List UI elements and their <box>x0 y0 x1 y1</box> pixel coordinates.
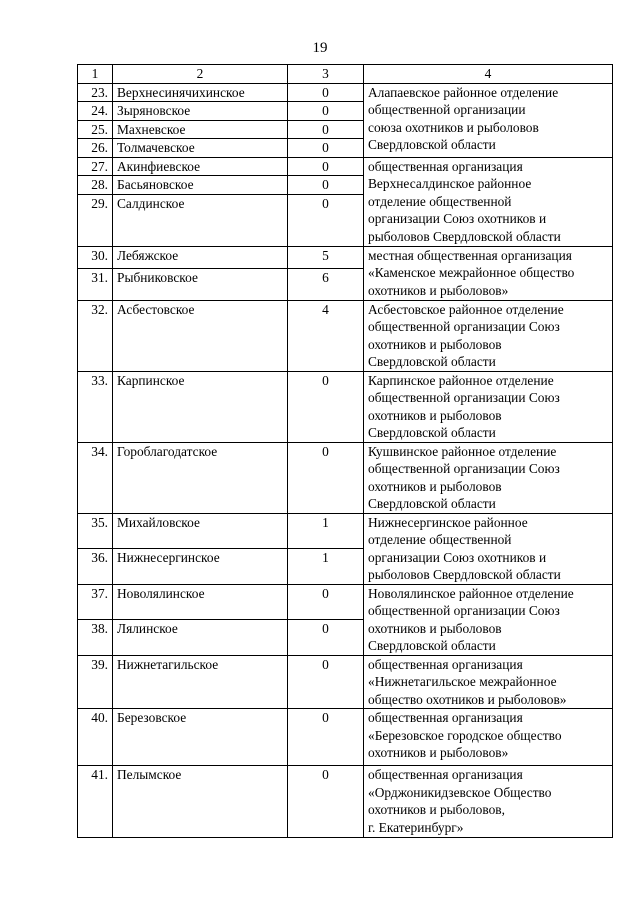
row-number: 38. <box>78 620 113 656</box>
organization-line: Алапаевское районное отделение <box>368 84 559 100</box>
organization-line: организации Союз охотников и <box>368 211 547 226</box>
organization-line: общественная организация <box>368 710 523 725</box>
organization-line: охотников и рыболовов <box>368 407 502 423</box>
organization-line: общественной организации Союз <box>368 390 560 405</box>
organization-line: общественная организация <box>368 158 523 174</box>
row-number: 33. <box>78 371 113 442</box>
row-number: 29. <box>78 194 113 246</box>
ground-value: 0 <box>288 120 364 139</box>
organization-line: Свердловской области <box>368 496 496 511</box>
organization-line: союза охотников и рыболовов <box>368 119 539 135</box>
page-number: 19 <box>312 40 328 56</box>
ground-name: Асбестовское <box>113 300 288 371</box>
organization-cell <box>364 513 613 584</box>
header-col-2: 2 <box>113 65 288 84</box>
table-header-row <box>78 65 613 84</box>
organization-line: общественная организация <box>368 767 523 782</box>
organization-cell <box>364 371 613 442</box>
organization-line: «Нижнетагильское межрайонное <box>368 674 557 689</box>
organization-line: Свердловской области <box>368 354 496 369</box>
ground-name: Акинфиевское <box>113 157 288 176</box>
organization-line: рыболовов Свердловской области <box>368 228 561 244</box>
ground-value: 0 <box>288 83 364 102</box>
row-number: 31. <box>78 268 113 300</box>
organization-line: рыболовов Свердловской области <box>368 567 561 582</box>
ground-name: Рыбниковское <box>113 268 288 300</box>
ground-value: 1 <box>288 549 364 585</box>
table-row <box>78 442 613 513</box>
ground-value: 0 <box>288 655 364 709</box>
table-row <box>78 246 613 268</box>
ground-value: 5 <box>288 246 364 268</box>
row-number: 41. <box>78 766 113 838</box>
table-row <box>78 83 613 102</box>
header-col-3: 3 <box>288 65 364 84</box>
organization-line: отделение общественной <box>368 193 512 209</box>
row-number: 35. <box>78 513 113 549</box>
organization-line: Свердловской области <box>368 638 496 653</box>
organization-line: охотников и рыболовов <box>368 336 502 352</box>
organization-line: общественной организации <box>368 102 526 117</box>
row-number: 28. <box>78 176 113 195</box>
table-row <box>78 709 613 766</box>
row-number: 30. <box>78 246 113 268</box>
organization-cell <box>364 442 613 513</box>
organization-line: Свердловской области <box>368 137 496 152</box>
organization-line: Асбестовское районное отделение <box>368 301 564 317</box>
row-number: 36. <box>78 549 113 585</box>
table-row <box>78 157 613 176</box>
ground-name: Новолялинское <box>113 584 288 620</box>
ground-name: Басьяновское <box>113 176 288 195</box>
ground-value: 0 <box>288 766 364 838</box>
ground-name: Салдинское <box>113 194 288 246</box>
organization-line: общественной организации Союз <box>368 461 560 476</box>
organization-cell <box>364 83 613 157</box>
ground-value: 1 <box>288 513 364 549</box>
organization-cell <box>364 300 613 371</box>
organization-cell <box>364 709 613 766</box>
header-col-1: 1 <box>78 65 113 84</box>
organization-line: «Березовское городское общество <box>368 727 562 743</box>
organization-line: Новолялинское районное отделение <box>368 585 574 601</box>
organization-line: отделение общественной <box>368 532 512 547</box>
organization-line: Карпинское районное отделение <box>368 372 554 388</box>
organization-line: охотников и рыболовов» <box>368 282 509 298</box>
ground-name: Березовское <box>113 709 288 766</box>
organization-line: общественной организации Союз <box>368 603 560 618</box>
row-number: 25. <box>78 120 113 139</box>
table-row <box>78 584 613 620</box>
table-row <box>78 513 613 549</box>
organization-cell <box>364 766 613 838</box>
organization-line: охотников и рыболовов <box>368 620 502 636</box>
header-col-4: 4 <box>364 65 613 84</box>
row-number: 26. <box>78 139 113 158</box>
row-number: 23. <box>78 83 113 102</box>
organization-line: охотников и рыболовов <box>368 478 502 494</box>
row-number: 37. <box>78 584 113 620</box>
ground-value: 0 <box>288 157 364 176</box>
organization-line: г. Екатеринбург» <box>368 819 464 835</box>
table-row <box>78 766 613 838</box>
ground-name: Толмачевское <box>113 139 288 158</box>
ground-name: Пелымское <box>113 766 288 838</box>
ground-name: Гороблагодатское <box>113 442 288 513</box>
organization-cell <box>364 584 613 655</box>
ground-value: 0 <box>288 194 364 246</box>
ground-name: Верхнесинячихинское <box>113 83 288 102</box>
table-row <box>78 300 613 371</box>
ground-name: Лялинское <box>113 620 288 656</box>
ground-name: Лебяжское <box>113 246 288 268</box>
organization-line: охотников и рыболовов» <box>368 745 509 760</box>
row-number: 24. <box>78 102 113 121</box>
organization-cell <box>364 157 613 246</box>
ground-value: 0 <box>288 620 364 656</box>
organization-line: общество охотников и рыболовов» <box>368 691 567 707</box>
row-number: 39. <box>78 655 113 709</box>
ground-name: Нижнесергинское <box>113 549 288 585</box>
organization-line: общественная организация <box>368 656 523 672</box>
ground-value: 0 <box>288 176 364 195</box>
row-number: 34. <box>78 442 113 513</box>
organization-line: «Орджоникидзевское Общество <box>368 784 552 800</box>
ground-value: 0 <box>288 584 364 620</box>
organization-line: Нижнесергинское районное <box>368 514 528 530</box>
ground-value: 6 <box>288 268 364 300</box>
ground-name: Зыряновское <box>113 102 288 121</box>
ground-value: 0 <box>288 442 364 513</box>
organization-line: Верхнесалдинское районное <box>368 176 532 191</box>
ground-value: 0 <box>288 709 364 766</box>
organization-line: Кушвинское районное отделение <box>368 443 557 459</box>
hunting-grounds-table <box>77 64 613 838</box>
ground-name: Карпинское <box>113 371 288 442</box>
ground-value: 0 <box>288 102 364 121</box>
ground-name: Махневское <box>113 120 288 139</box>
row-number: 40. <box>78 709 113 766</box>
table-row <box>78 655 613 709</box>
organization-line: Свердловской области <box>368 425 496 440</box>
organization-line: организации Союз охотников и <box>368 549 547 565</box>
ground-name: Нижнетагильское <box>113 655 288 709</box>
table-row <box>78 371 613 442</box>
ground-name: Михайловское <box>113 513 288 549</box>
organization-line: общественной организации Союз <box>368 319 560 334</box>
row-number: 32. <box>78 300 113 371</box>
organization-line: охотников и рыболовов, <box>368 802 505 817</box>
ground-value: 0 <box>288 139 364 158</box>
organization-line: местная общественная организация <box>368 247 572 263</box>
row-number: 27. <box>78 157 113 176</box>
organization-cell <box>364 655 613 709</box>
ground-value: 0 <box>288 371 364 442</box>
ground-value: 4 <box>288 300 364 371</box>
organization-cell <box>364 246 613 300</box>
organization-line: «Каменское межрайонное общество <box>368 265 575 280</box>
